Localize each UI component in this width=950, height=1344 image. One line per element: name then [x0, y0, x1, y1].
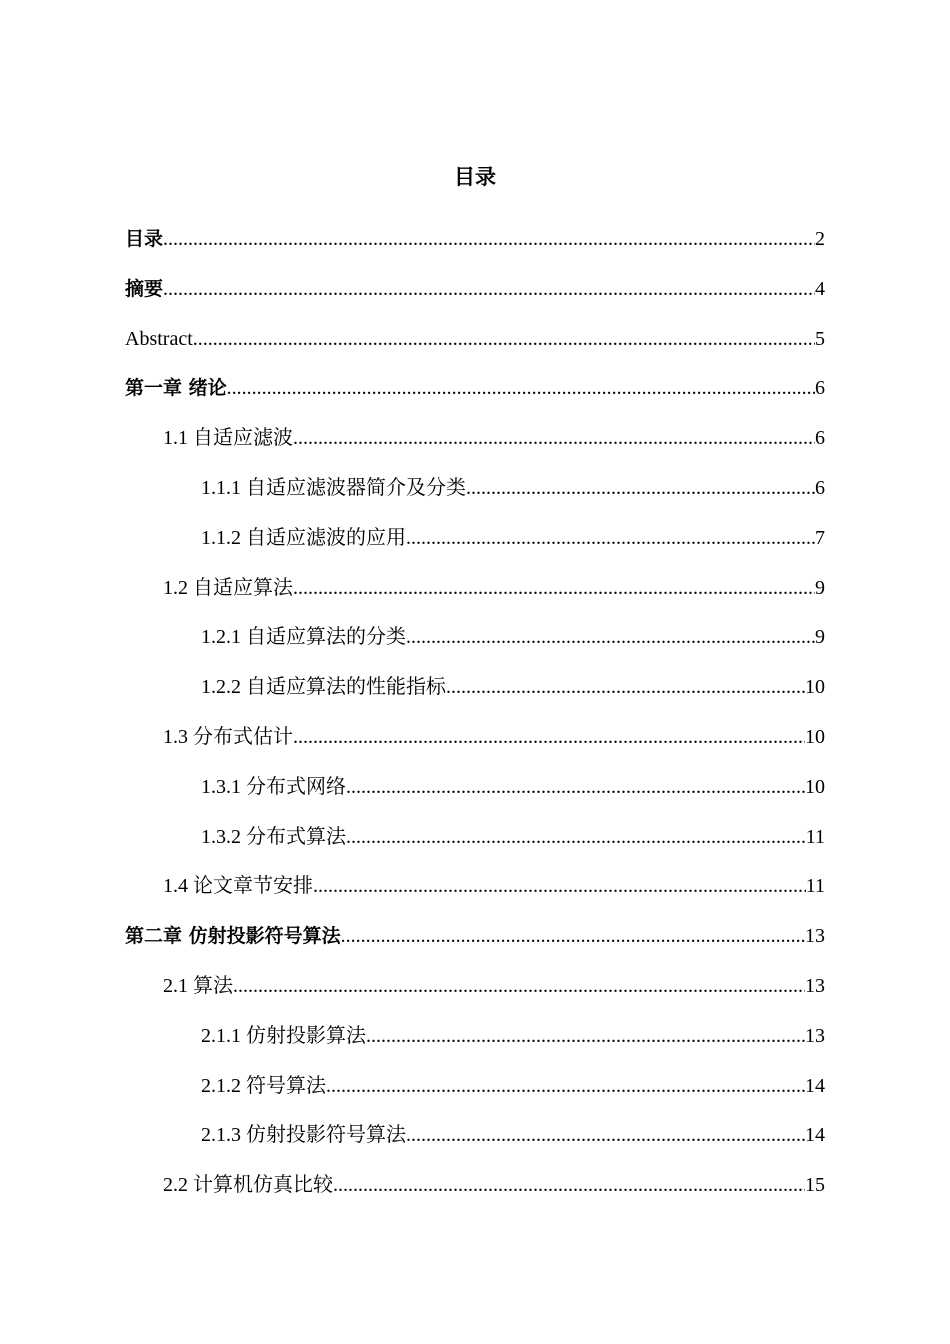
- toc-entry-title: 2.1 算法: [163, 974, 233, 997]
- toc-entry[interactable]: [125, 1069, 825, 1119]
- toc-entry-page-number: 13: [805, 974, 825, 997]
- toc-leader-dots: [333, 1168, 805, 1202]
- toc-entry[interactable]: [125, 770, 825, 820]
- toc-entry[interactable]: [125, 222, 825, 272]
- toc-entry-title: 1.3 分布式估计: [163, 725, 293, 748]
- toc-entry-title: 1.1 自适应滤波: [163, 427, 293, 450]
- toc-entry-page-number: 13: [805, 1024, 825, 1047]
- toc-entry-title: 1.3.2 分布式算法: [201, 825, 346, 848]
- toc-leader-dots: [366, 1019, 805, 1053]
- toc-entry-page-number: 14: [805, 1074, 825, 1097]
- toc-entry-title: 第二章 仿射投影符号算法: [125, 925, 341, 948]
- toc-entry-page-number: 7: [815, 526, 825, 549]
- toc-entry[interactable]: [125, 869, 825, 919]
- toc-leader-dots: [346, 820, 806, 854]
- toc-entry-title: 2.1.3 仿射投影符号算法: [201, 1124, 406, 1147]
- toc-leader-dots: [313, 869, 806, 903]
- toc-entry-page-number: 9: [815, 576, 825, 599]
- toc-entry-title: 1.4 论文章节安排: [163, 875, 313, 898]
- toc-entry[interactable]: [125, 471, 825, 521]
- toc-entry-page-number: 6: [815, 377, 825, 400]
- toc-entry[interactable]: [125, 371, 825, 421]
- toc-entry-page-number: 6: [815, 427, 825, 450]
- toc-entry-page-number: 13: [805, 925, 825, 948]
- toc-leader-dots: [466, 471, 815, 505]
- toc-entry-page-number: 4: [815, 277, 825, 300]
- toc-entry[interactable]: [125, 1118, 825, 1168]
- toc-leader-dots: [163, 272, 815, 306]
- toc-entry-page-number: 10: [805, 676, 825, 699]
- toc-entry-title: 1.2 自适应算法: [163, 576, 293, 599]
- toc-entry-title: Abstract: [125, 327, 193, 350]
- toc-leader-dots: [406, 620, 815, 654]
- toc-leader-dots: [233, 969, 805, 1003]
- toc-entry-page-number: 15: [805, 1174, 825, 1197]
- toc-entry-page-number: 11: [805, 825, 825, 848]
- toc-entry[interactable]: [125, 919, 825, 969]
- toc-entry[interactable]: [125, 720, 825, 770]
- toc-leader-dots: [293, 571, 815, 605]
- toc-entry[interactable]: [125, 820, 825, 870]
- toc-entry-page-number: 2: [815, 228, 825, 250]
- toc-entry[interactable]: [125, 670, 825, 720]
- toc-entry[interactable]: [125, 521, 825, 571]
- toc-entry-title: 1.2.1 自适应算法的分类: [201, 626, 406, 649]
- toc-leader-dots: [326, 1069, 805, 1103]
- toc-leader-dots: [341, 919, 805, 953]
- toc-leader-dots: [406, 521, 815, 555]
- toc-entry-title: 1.3.1 分布式网络: [201, 775, 346, 798]
- toc-entry-title: 第一章 绪论: [125, 377, 227, 400]
- toc-entry-title: 1.1.2 自适应滤波的应用: [201, 526, 406, 549]
- toc-entry[interactable]: [125, 571, 825, 621]
- toc-entry-title: 2.2 计算机仿真比较: [163, 1174, 333, 1197]
- toc-entry-page-number: 11: [805, 875, 825, 898]
- toc-entry[interactable]: [125, 322, 825, 372]
- toc-leader-dots: [293, 720, 805, 754]
- toc-entry-page-number: 6: [815, 476, 825, 499]
- toc-entry-title: 2.1.1 仿射投影算法: [201, 1024, 366, 1047]
- toc-entry[interactable]: [125, 620, 825, 670]
- toc-entry-title: 2.1.2 符号算法: [201, 1074, 326, 1097]
- toc-entry-title: 摘要: [125, 277, 164, 300]
- toc-entry-page-number: 14: [805, 1124, 825, 1147]
- table-of-contents: [125, 222, 825, 1218]
- toc-entry[interactable]: [125, 421, 825, 471]
- page-title: 目录: [454, 165, 496, 189]
- toc-entry[interactable]: [125, 969, 825, 1019]
- toc-entry[interactable]: [125, 1019, 825, 1069]
- toc-leader-dots: [346, 770, 805, 804]
- toc-leader-dots: [293, 421, 815, 455]
- toc-entry-title: 1.1.1 自适应滤波器简介及分类: [201, 476, 466, 499]
- toc-entry-title: 目录: [125, 228, 164, 250]
- toc-entry-page-number: 5: [815, 327, 825, 350]
- toc-leader-dots: [163, 222, 815, 256]
- toc-leader-dots: [193, 322, 815, 356]
- toc-entry-page-number: 9: [815, 626, 825, 649]
- toc-entry-page-number: 10: [805, 725, 825, 748]
- toc-entry-page-number: 10: [805, 775, 825, 798]
- toc-entry[interactable]: [125, 1168, 825, 1218]
- toc-leader-dots: [406, 1118, 805, 1152]
- toc-entry-title: 1.2.2 自适应算法的性能指标: [201, 676, 446, 699]
- toc-leader-dots: [446, 670, 805, 704]
- toc-leader-dots: [227, 371, 815, 405]
- toc-entry[interactable]: [125, 272, 825, 322]
